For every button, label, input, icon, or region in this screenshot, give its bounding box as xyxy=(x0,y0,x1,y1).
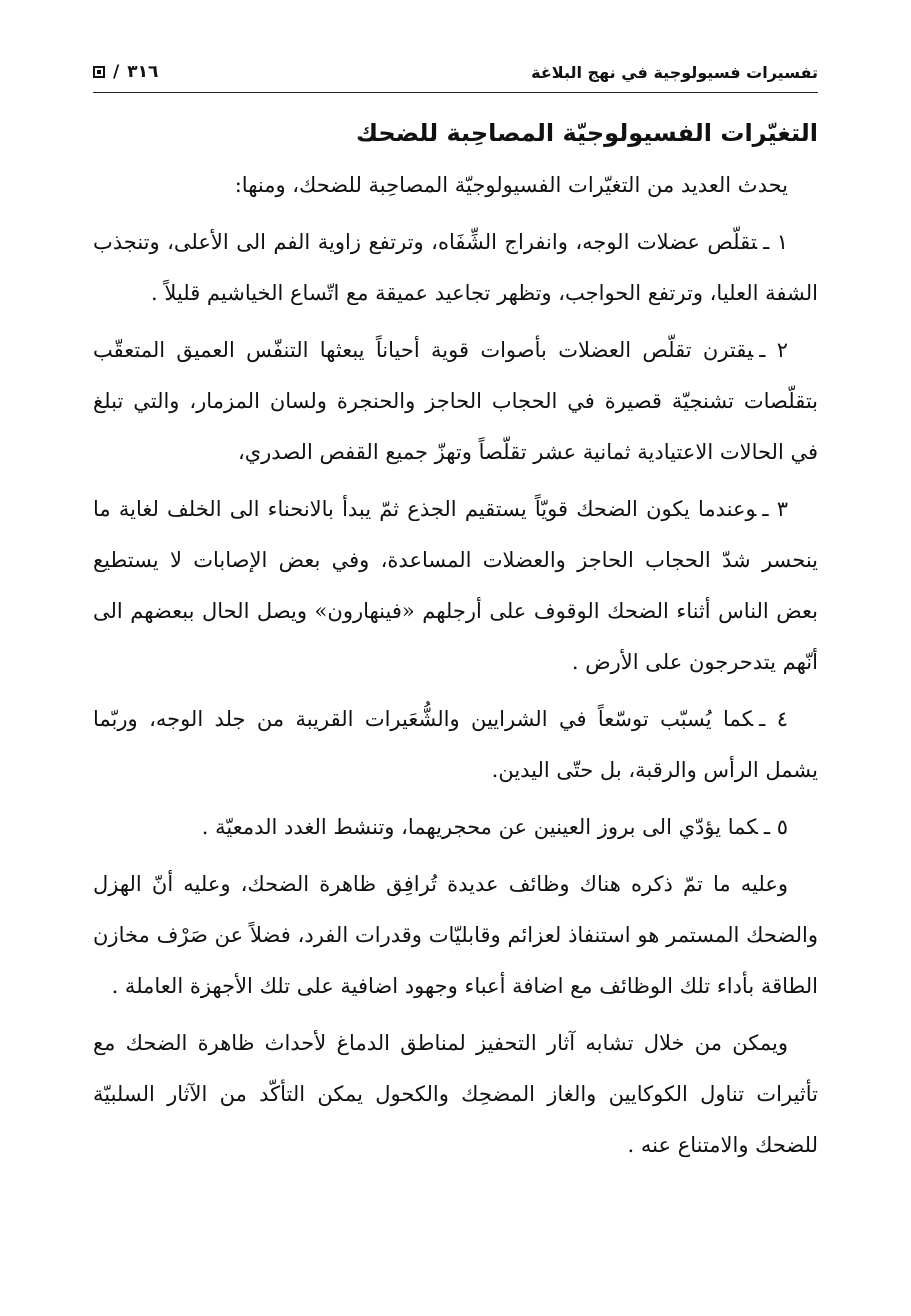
page-header xyxy=(93,52,818,93)
list-item-number: ١ ـ xyxy=(763,230,788,254)
list-item-2 xyxy=(93,325,818,478)
list-item-number: ٥ ـ xyxy=(763,815,788,839)
list-item-text: تقلّص عضلات الوجه، وانفراج الشِّفَاه، وترتفع زاوية الفم الى الأعلى، وتنجذب الشفة العليا، وترتفع الحواجب، وتظهر تجاعيد عميقة مع اتّساع الخياشيم قليلاً . xyxy=(93,230,818,305)
body-paragraph-2: ويمكن من خلال تشابه آثار التحفيز لمناطق الدماغ لأحداث ظاهرة الضحك مع تأثيرات تناول الكوكايين والغاز المضحِك والكحول يمكن التأكّد من الآثار السلبيّة للضحك والامتناع عنه . xyxy=(93,1031,818,1157)
list-item-number: ٣ ـ xyxy=(762,497,788,521)
list-item-text: كما يؤدّي الى بروز العينين عن محجريهما، وتنشط الغدد الدمعيّة . xyxy=(201,815,758,839)
page-number-group xyxy=(93,62,158,82)
running-title: تفسيرات فسيولوجية في نهج البلاغة xyxy=(531,62,818,82)
list-item-5 xyxy=(93,802,818,853)
intro-paragraph: يحدث العديد من التغيّرات الفسيولوجيّة المصاحِبة للضحك، ومنها: xyxy=(234,173,788,197)
body-paragraph-1: وعليه ما تمّ ذكره هناك وظائف عديدة تُرافِق ظاهرة الضحك، وعليه أنّ الهزل والضحك المستمر هو استنفاذ لعزائم وقابليّات وقدرات الفرد، فضلاً عن صَرْف مخازن الطاقة بأداء تلك الوظائف مع اضافة أعباء وجهود اضافية على تلك الأجهزة العاملة . xyxy=(93,872,818,998)
list-item-number: ٤ ـ xyxy=(759,707,789,731)
page-number: ٣١٦ xyxy=(127,62,159,82)
list-item-1 xyxy=(93,217,818,319)
list-item-3 xyxy=(93,484,818,688)
page-separator: / xyxy=(113,62,120,82)
list-item-text: كما يُسبّب توسّعاً في الشرايين والشُّعَيرات القريبة من جلد الوجه، وربّما يشمل الرأس والرقبة، بل حتّى اليدين. xyxy=(93,707,818,782)
list-item-number: ٢ ـ xyxy=(759,338,789,362)
square-icon xyxy=(93,66,105,78)
section-heading: التغيّرات الفسيولوجيّة المصاحِبة للضحك xyxy=(356,119,818,147)
list-item-text: وعندما يكون الضحك قويّاً يستقيم الجذع ثمّ يبدأ بالانحناء الى الخلف لغاية ما ينحسر شدّ الحجاب الحاجز والعضلات المساعدة، وفي بعض الإصابات لا يستطيع بعض الناس أثناء الضحك الوقوف على أرجلهم «فينهارون» ويصل الحال ببعضهم الى أنّهم يتدحرجون على الأرض . xyxy=(93,497,818,674)
list-item-4 xyxy=(93,694,818,796)
page-content xyxy=(93,110,818,1171)
list-item-text: يقترن تقلّص العضلات بأصوات قوية أحياناً يبعثها التنفّس العميق المتعقّب بتقلّصات تشنجيّة قصيرة في الحجاب الحاجز والحنجرة ولسان المزمار، والتي تبلغ في الحالات الاعتيادية ثمانية عشر تقلّصاً وتهزّ جميع القفص الصدري، xyxy=(93,338,818,464)
